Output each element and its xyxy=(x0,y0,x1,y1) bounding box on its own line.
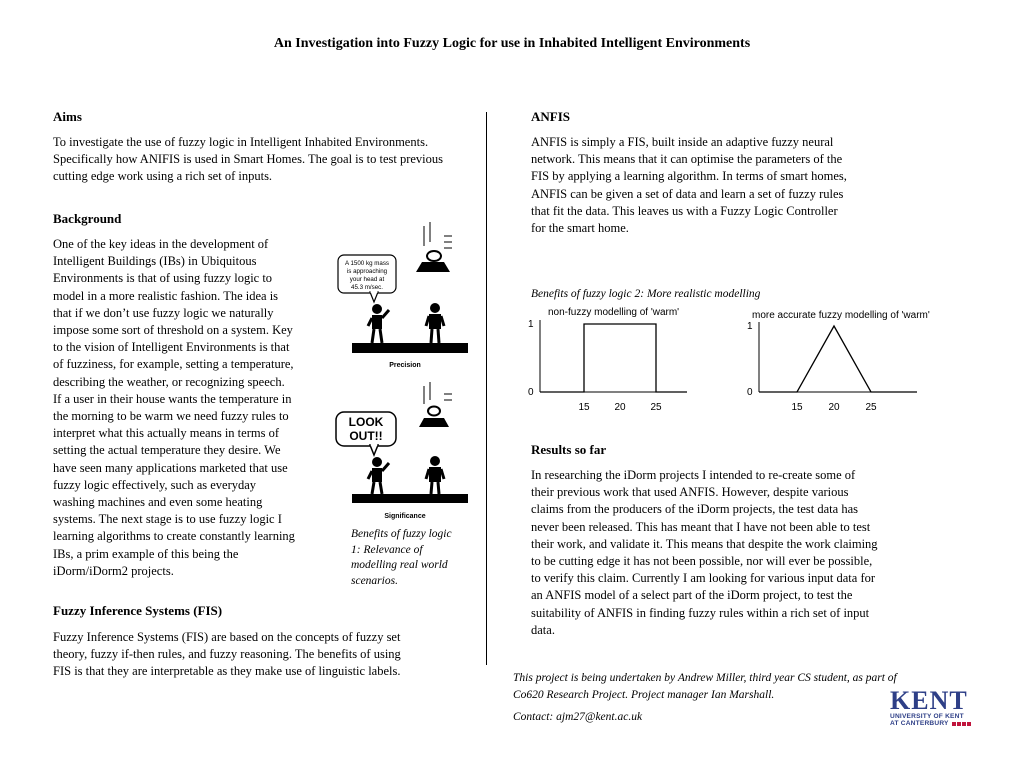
background-heading: Background xyxy=(53,211,122,226)
background-line: have seen many applications marketed that use xyxy=(53,460,288,475)
ground-bar xyxy=(352,494,468,503)
fis-line: theory, fuzzy if-then rules, and fuzzy reasoning. The benefits of using xyxy=(53,647,401,662)
x-tick-label: 25 xyxy=(650,402,662,413)
anfis-line: ANFIS is simply a FIS, built inside an adaptive fuzzy neural xyxy=(531,135,834,149)
results-line: suitability of ANFIS in finding fuzzy rules within a rich set of input xyxy=(531,605,870,620)
person-standing-icon xyxy=(426,456,444,494)
y-tick-label: 1 xyxy=(528,319,534,330)
results-line: to be cutting edge it has not been possible, nor will ever be possible, xyxy=(531,554,873,569)
person-pointing-icon xyxy=(368,304,389,343)
background-line: IBs, a prim example of this being the xyxy=(53,546,239,561)
background-line: setting the actual temperature they desire. We xyxy=(53,443,281,458)
figure-2-caption: Benefits of fuzzy logic 2: More realistic modelling xyxy=(531,288,761,300)
background-line: describing the weather, or recognizing speech. xyxy=(53,374,285,389)
background-line: to the vision of Intelligent Environments is that xyxy=(53,340,290,355)
background-line: interpret what this actually means in terms of xyxy=(53,426,279,441)
project-note-line: This project is being undertaken by Andrew Miller, third year CS student, as part of xyxy=(513,672,897,684)
project-note-line: Co620 Research Project. Project manager Ian Marshall. xyxy=(513,689,775,701)
background-line: learning algorithms to create constantly learning xyxy=(53,529,295,544)
x-tick-label: 15 xyxy=(791,402,803,413)
speech-line: 45.3 m/sec. xyxy=(351,284,383,291)
caption-line: modelling real world xyxy=(351,559,448,571)
results-line: data. xyxy=(531,622,555,637)
background-line: systems. The next stage is to use fuzzy logic I xyxy=(53,512,282,527)
anfis-line: ANFIS can be given a set of data and learn a set of fuzzy rules xyxy=(531,186,844,201)
poster-title: An Investigation into Fuzzy Logic for use in Inhabited Intelligent Environments xyxy=(273,36,751,51)
logo-line: AT CANTERBURY xyxy=(890,720,949,727)
chart-title: more accurate fuzzy modelling of 'warm' xyxy=(752,310,930,321)
results-heading: Results so far xyxy=(531,442,607,457)
results-line: an ANFIS model of a select part of the iDorm project, to test the xyxy=(531,588,853,603)
fuzzy-warm-chart xyxy=(735,306,955,416)
fis-line: Fuzzy Inference Systems (FIS) are based on the concepts of fuzzy set xyxy=(53,630,401,644)
fis-heading: Fuzzy Inference Systems (FIS) xyxy=(53,603,223,618)
contact-email[interactable]: Contact: ajm27@kent.ac.uk xyxy=(513,711,643,723)
background-line: washing machines and even some heating xyxy=(53,495,263,510)
anfis-line: network. This means that it can optimise the parameters of the xyxy=(531,152,843,167)
background-body xyxy=(53,236,338,580)
aims-body: To investigate the use of fuzzy logic in Intelligent Inhabited Environments. Specifically how ANIFIS is used in Smart Homes. The goal is to test previous cutting edge work using a rich set of inputs. xyxy=(53,135,444,184)
speech-line: your head at xyxy=(349,276,385,283)
results-line: their work, and validate it. This means that despite the work claiming xyxy=(531,536,878,551)
results-body xyxy=(531,467,941,639)
speech-line: is approaching xyxy=(346,268,388,275)
falling-mass-icon xyxy=(416,222,452,272)
y-tick-label: 1 xyxy=(747,321,753,332)
y-tick-label: 0 xyxy=(528,387,534,398)
logo-squares-icon xyxy=(952,722,971,726)
x-tick-label: 25 xyxy=(865,402,877,413)
caption-line: scenarios. xyxy=(351,574,398,587)
background-line: Environments is that of using fuzzy logic to xyxy=(53,271,273,286)
x-tick-label: 15 xyxy=(578,402,590,413)
background-line: impose some sort of threshold on a system. Key xyxy=(53,323,293,338)
anfis-line: for the smart home. xyxy=(531,221,629,236)
caption-line: 1: Relevance of xyxy=(351,543,423,556)
x-tick-label: 20 xyxy=(614,402,626,413)
results-line: claims from the producers of the iDorm projects, the test data has xyxy=(531,502,858,517)
anfis-heading: ANFIS xyxy=(531,109,571,124)
x-tick-label: 20 xyxy=(828,402,840,413)
speech-line: A 1500 kg mass xyxy=(344,260,390,267)
background-line: If a user in their house wants the temperature in xyxy=(53,391,292,406)
results-line: In researching the iDorm projects I intended to re-create some of xyxy=(531,468,856,482)
background-line: Intelligent Buildings (IBs) in Ubiquitous xyxy=(53,254,257,269)
precision-significance-cartoon xyxy=(334,222,470,522)
results-line: to verify this claim. Currently I am looking for various input data for xyxy=(531,571,876,586)
background-line: iDorm/iDorm2 projects. xyxy=(53,563,174,578)
background-line: the morning to be warm we need fuzzy rules to xyxy=(53,409,289,424)
person-pointing-icon xyxy=(368,457,389,494)
speech-bubble-icon xyxy=(338,255,396,302)
speech-bubble-icon xyxy=(336,412,396,455)
anfis-line: that fit the data. This leaves us with a Fuzzy Logic Controller xyxy=(531,203,838,218)
significance-label: Significance xyxy=(384,513,426,520)
background-line: that if we don’t use fuzzy logic we naturally xyxy=(53,305,274,320)
background-line: fuzzy logic effectively, such as everyday xyxy=(53,477,257,492)
anfis-body xyxy=(531,134,911,237)
figure-1-caption xyxy=(351,527,471,589)
crisp-warm-chart xyxy=(515,303,715,415)
project-note xyxy=(513,670,953,704)
results-line: never been released. This has meant that I have not been able to test xyxy=(531,519,871,534)
falling-mass-icon xyxy=(419,382,452,427)
membership-line xyxy=(540,324,687,392)
aims-heading: Aims xyxy=(53,109,82,124)
results-line: their previous work that used ANFIS. However, despite various xyxy=(531,485,849,500)
column-divider xyxy=(486,112,487,665)
chart-title: non-fuzzy modelling of 'warm' xyxy=(548,307,680,318)
fis-body xyxy=(53,629,473,681)
membership-line xyxy=(759,326,917,392)
anfis-line: FIS by applying a learning algorithm. In terms of smart homes, xyxy=(531,169,847,184)
precision-label: Precision xyxy=(389,362,421,369)
person-standing-icon xyxy=(426,303,444,343)
fis-line: FIS is that they are interpretable as they make use of linguistic labels. xyxy=(53,664,401,679)
background-line: model in a more realistic fashion. The idea is xyxy=(53,288,279,303)
logo-line: UNIVERSITY OF KENT xyxy=(890,713,964,720)
logo-wordmark: KENT xyxy=(890,686,968,715)
university-logo xyxy=(890,686,982,727)
look-out-line: LOOK xyxy=(348,415,384,429)
caption-line: Benefits of fuzzy logic xyxy=(351,528,452,540)
background-line: of fuzziness, for example, setting a temperature, xyxy=(53,357,294,372)
background-line: One of the key ideas in the development of xyxy=(53,237,269,251)
y-tick-label: 0 xyxy=(747,387,753,398)
look-out-line: OUT!! xyxy=(349,429,383,443)
ground-bar xyxy=(352,343,468,353)
